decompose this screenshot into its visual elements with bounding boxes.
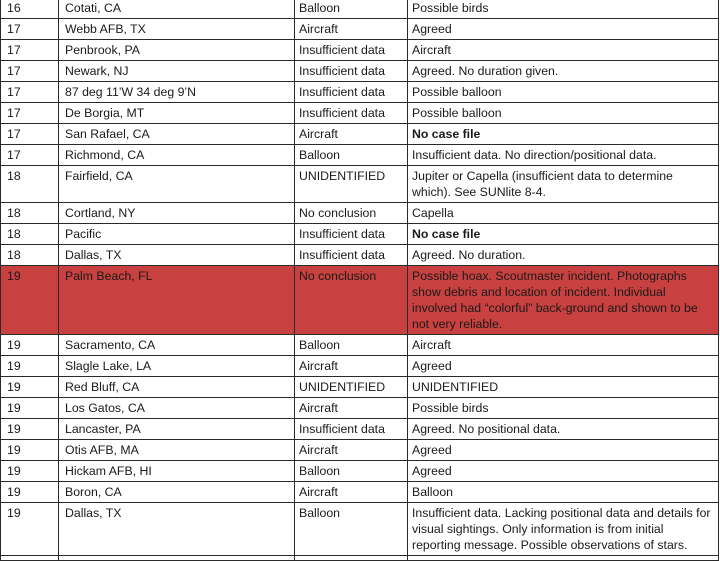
cell-evaluation: Aircraft bbox=[295, 482, 408, 503]
cell-comment: Aircraft bbox=[408, 335, 719, 356]
cell-comment: Insufficient data. No direction/positional data. bbox=[408, 145, 719, 166]
table-row bbox=[1, 103, 719, 124]
cell-comment bbox=[408, 556, 719, 561]
cell-location: Dallas, TX bbox=[59, 503, 295, 556]
cell-location: Dallas, TX bbox=[59, 245, 295, 266]
cell-location bbox=[59, 556, 295, 561]
cell-comment: No case file bbox=[408, 124, 719, 145]
table-row bbox=[1, 124, 719, 145]
table-row bbox=[1, 266, 719, 335]
cell-location: Fairfield, CA bbox=[59, 166, 295, 203]
cell-location: Palm Beach, FL bbox=[59, 266, 295, 335]
cell-location: Cotati, CA bbox=[59, 0, 295, 19]
cell-comment: Agreed bbox=[408, 440, 719, 461]
cell-comment: Possible birds bbox=[408, 398, 719, 419]
cell-comment: Possible balloon bbox=[408, 82, 719, 103]
table-row bbox=[1, 245, 719, 266]
cell-location: Boron, CA bbox=[59, 482, 295, 503]
cell-location: Los Gatos, CA bbox=[59, 398, 295, 419]
table-row bbox=[1, 356, 719, 377]
table-row bbox=[1, 377, 719, 398]
cell-comment: Insufficient data. Lacking positional data and details for visual sightings. Only information is from initial reporting message. Possible observations of stars. bbox=[408, 503, 719, 556]
cell-day: 19 bbox=[1, 482, 59, 503]
cell-comment: Capella bbox=[408, 203, 719, 224]
cell-location: 87 deg 11’W 34 deg 9’N bbox=[59, 82, 295, 103]
table-row bbox=[1, 335, 719, 356]
cell-evaluation: Balloon bbox=[295, 461, 408, 482]
table-row bbox=[1, 482, 719, 503]
cell-day: 19 bbox=[1, 419, 59, 440]
cell-comment: Agreed bbox=[408, 461, 719, 482]
cell-comment: Agreed. No duration. bbox=[408, 245, 719, 266]
cell-day: 18 bbox=[1, 166, 59, 203]
cell-location: Cortland, NY bbox=[59, 203, 295, 224]
cell-day: 19 bbox=[1, 377, 59, 398]
cell-location: Pacific bbox=[59, 224, 295, 245]
cell-evaluation: Insufficient data bbox=[295, 82, 408, 103]
cell-day: 17 bbox=[1, 61, 59, 82]
cell-day: 18 bbox=[1, 203, 59, 224]
cell-location: De Borgia, MT bbox=[59, 103, 295, 124]
cell-day: 17 bbox=[1, 40, 59, 61]
cell-comment: Jupiter or Capella (insufficient data to determine which). See SUNlite 8-4. bbox=[408, 166, 719, 203]
cell-comment: No case file bbox=[408, 224, 719, 245]
cell-day: 16 bbox=[1, 0, 59, 19]
cell-location: Otis AFB, MA bbox=[59, 440, 295, 461]
cell-day: 17 bbox=[1, 19, 59, 40]
table-row bbox=[1, 19, 719, 40]
table-row bbox=[1, 461, 719, 482]
cell-evaluation: Aircraft bbox=[295, 124, 408, 145]
cell-location: Richmond, CA bbox=[59, 145, 295, 166]
cell-evaluation bbox=[295, 556, 408, 561]
table-row bbox=[1, 61, 719, 82]
cell-evaluation: Balloon bbox=[295, 145, 408, 166]
cell-location: San Rafael, CA bbox=[59, 124, 295, 145]
cell-comment: Possible birds bbox=[408, 0, 719, 19]
cell-location: Newark, NJ bbox=[59, 61, 295, 82]
cell-evaluation: Aircraft bbox=[295, 440, 408, 461]
cell-evaluation: Balloon bbox=[295, 0, 408, 19]
table-row bbox=[1, 82, 719, 103]
cell-comment: Balloon bbox=[408, 482, 719, 503]
cell-location: Slagle Lake, LA bbox=[59, 356, 295, 377]
table-row bbox=[1, 145, 719, 166]
cell-comment: Agreed bbox=[408, 356, 719, 377]
cell-location: Red Bluff, CA bbox=[59, 377, 295, 398]
table-row bbox=[1, 398, 719, 419]
cell-day bbox=[1, 556, 59, 561]
table-row bbox=[1, 0, 719, 19]
cell-evaluation: Insufficient data bbox=[295, 224, 408, 245]
cell-evaluation: Insufficient data bbox=[295, 40, 408, 61]
cell-comment: Agreed bbox=[408, 19, 719, 40]
sightings-table-body bbox=[1, 0, 719, 561]
cell-day: 19 bbox=[1, 335, 59, 356]
cell-day: 18 bbox=[1, 245, 59, 266]
cell-day: 17 bbox=[1, 145, 59, 166]
cell-evaluation: Balloon bbox=[295, 503, 408, 556]
table-row bbox=[1, 224, 719, 245]
cell-evaluation: Aircraft bbox=[295, 398, 408, 419]
cell-evaluation: Aircraft bbox=[295, 19, 408, 40]
cell-evaluation: Balloon bbox=[295, 335, 408, 356]
cell-location: Webb AFB, TX bbox=[59, 19, 295, 40]
cell-comment: Possible balloon bbox=[408, 103, 719, 124]
cell-day: 17 bbox=[1, 124, 59, 145]
cell-evaluation: Aircraft bbox=[295, 356, 408, 377]
cell-location: Penbrook, PA bbox=[59, 40, 295, 61]
cell-day: 18 bbox=[1, 224, 59, 245]
cell-day: 19 bbox=[1, 461, 59, 482]
cell-day: 19 bbox=[1, 356, 59, 377]
cell-comment: UNIDENTIFIED bbox=[408, 377, 719, 398]
table-row bbox=[1, 40, 719, 61]
table-row bbox=[1, 203, 719, 224]
cell-evaluation: Insufficient data bbox=[295, 61, 408, 82]
cell-location: Hickam AFB, HI bbox=[59, 461, 295, 482]
table-row bbox=[1, 503, 719, 556]
cell-comment: Agreed. No positional data. bbox=[408, 419, 719, 440]
cell-day: 17 bbox=[1, 103, 59, 124]
cell-location: Lancaster, PA bbox=[59, 419, 295, 440]
cell-evaluation: No conclusion bbox=[295, 203, 408, 224]
cell-evaluation: No conclusion bbox=[295, 266, 408, 335]
cell-day: 19 bbox=[1, 266, 59, 335]
cell-day: 19 bbox=[1, 503, 59, 556]
table-row bbox=[1, 440, 719, 461]
cell-comment: Possible hoax. Scoutmaster incident. Photographs show debris and location of incident. Individual involved had “colorful” back-ground and shown to be not very reliable. bbox=[408, 266, 719, 335]
cell-evaluation: Insufficient data bbox=[295, 419, 408, 440]
table-row bbox=[1, 556, 719, 561]
table-row bbox=[1, 419, 719, 440]
cell-evaluation: Insufficient data bbox=[295, 103, 408, 124]
cell-comment: Aircraft bbox=[408, 40, 719, 61]
cell-evaluation: Insufficient data bbox=[295, 245, 408, 266]
cell-day: 19 bbox=[1, 398, 59, 419]
cell-day: 17 bbox=[1, 82, 59, 103]
cell-comment: Agreed. No duration given. bbox=[408, 61, 719, 82]
cell-location: Sacramento, CA bbox=[59, 335, 295, 356]
table-row bbox=[1, 166, 719, 203]
cell-evaluation: UNIDENTIFIED bbox=[295, 377, 408, 398]
cell-evaluation: UNIDENTIFIED bbox=[295, 166, 408, 203]
cell-day: 19 bbox=[1, 440, 59, 461]
